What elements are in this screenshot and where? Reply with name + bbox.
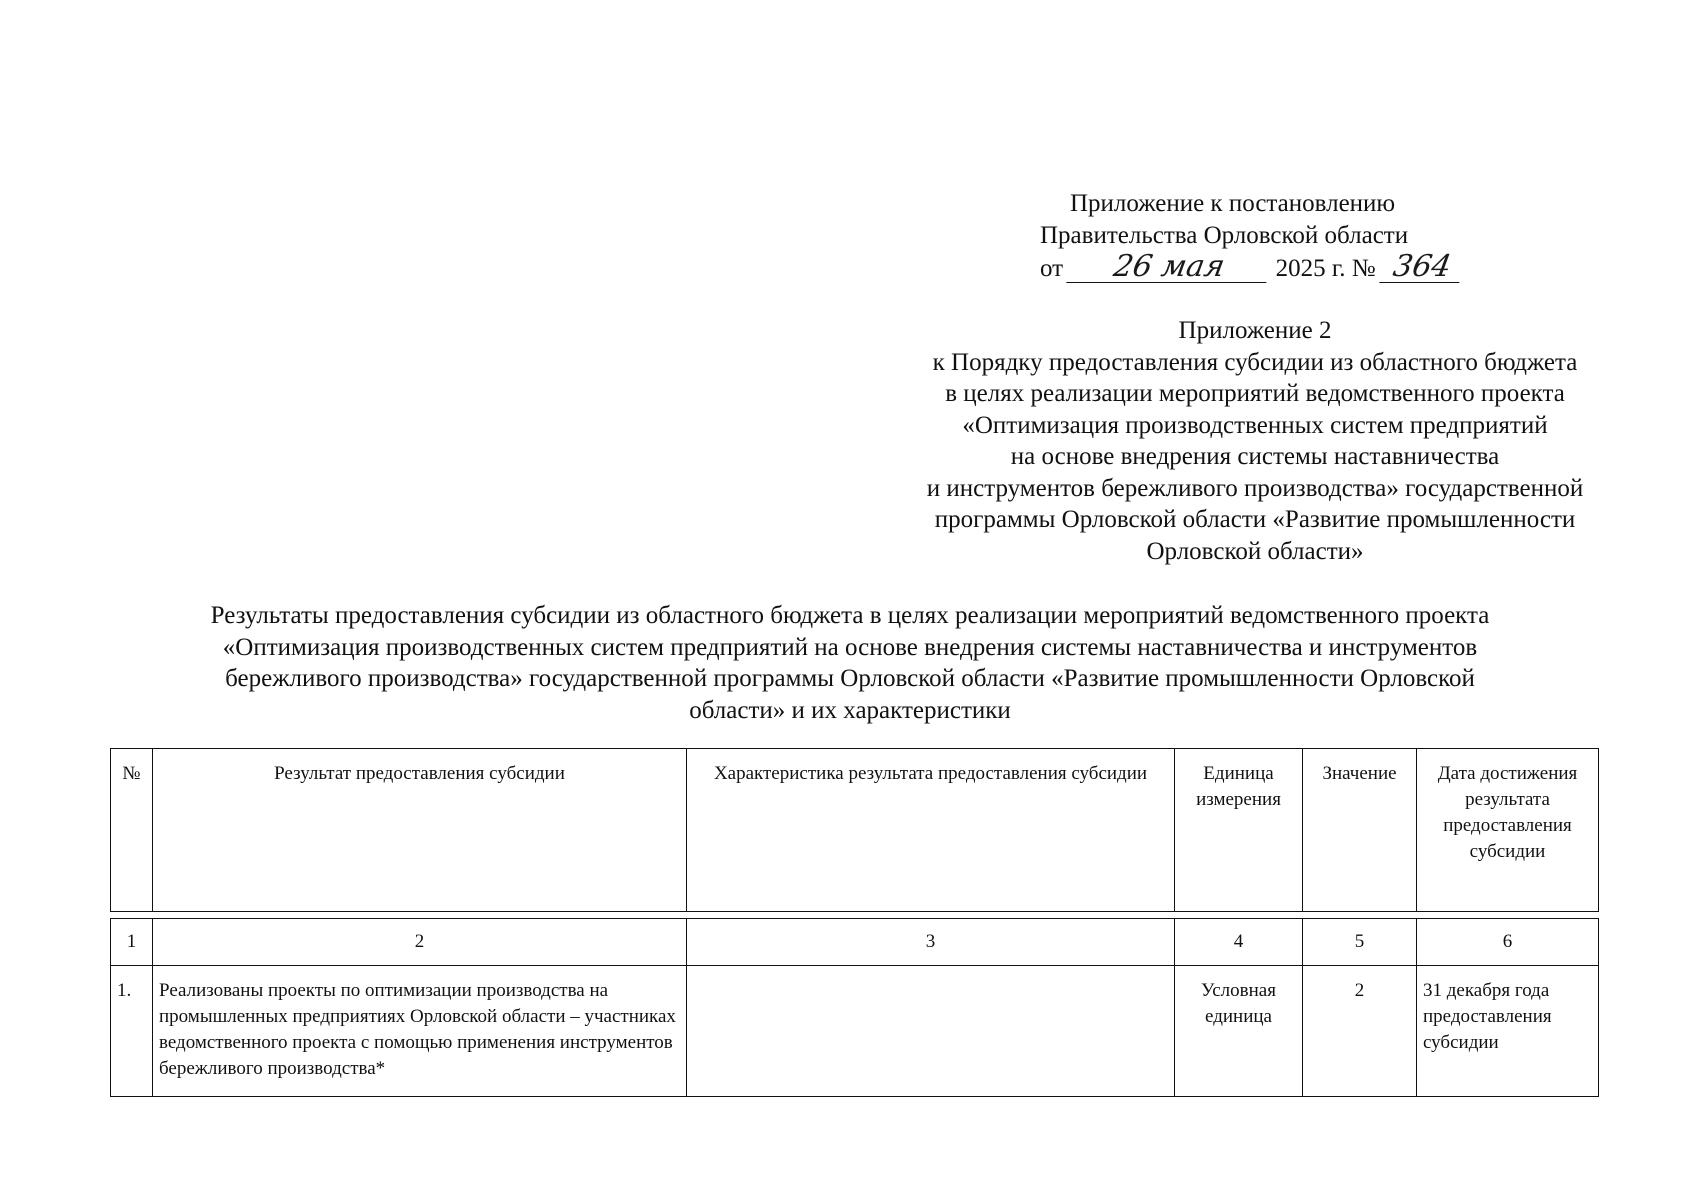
handwritten-number: 364: [1379, 252, 1464, 283]
appendix2-line: Орловской области»: [1146, 537, 1364, 565]
appendix2-line: и инструментов бережливого производства» государственной: [926, 474, 1584, 502]
row-value: 2: [1303, 966, 1417, 1097]
title-line: «Оптимизация производственных систем предприятий на основе внедрения системы наставничества и инструментов: [222, 633, 1478, 661]
appendix2-line: Приложение 2: [1178, 317, 1332, 344]
year-text: 2025 г. №: [1275, 255, 1376, 282]
table-gap-row: [111, 912, 1599, 919]
table-header-row: [111, 749, 1599, 912]
resolution-header: [1040, 188, 1460, 285]
header-cell-unit: Единица измерения: [1175, 749, 1303, 912]
row-characteristic: [687, 966, 1175, 1097]
appendix2-line: на основе внедрения системы наставничества: [1010, 443, 1500, 470]
title-line: области» и их характеристики: [689, 696, 1011, 724]
header-cell-result: Результат предоставления субсидии: [153, 749, 687, 912]
title-line: бережливого производства» государственной программы Орловской области «Развитие промышленности Орловской: [225, 665, 1475, 692]
table-row: [111, 966, 1599, 1097]
row-number: 1.: [111, 966, 153, 1097]
row-date: 31 декабря года предоставления субсидии: [1417, 966, 1599, 1097]
header-line-1: Приложение к постановлению: [1070, 190, 1396, 217]
header-cell-date: Дата достижения результата предоставления субсидии: [1417, 749, 1599, 912]
from-prefix: от: [1040, 255, 1064, 282]
column-number: 4: [1175, 919, 1303, 966]
column-number-row: [111, 919, 1599, 966]
title-line: Результаты предоставления субсидии из областного бюджета в целях реализации мероприятий ведомственного проекта: [210, 602, 1490, 629]
column-number: 6: [1417, 919, 1599, 966]
header-line-3: [1040, 249, 1460, 285]
row-result: Реализованы проекты по оптимизации производства на промышленных предприятиях Орловской области – участниках ведомственного проекта с помощью применения инструментов бережливого производства*: [153, 966, 687, 1097]
column-number: 5: [1303, 919, 1417, 966]
appendix2-line: в целях реализации мероприятий ведомственного проекта: [945, 380, 1565, 407]
header-cell-number: №: [111, 749, 153, 912]
appendix2-header: [870, 315, 1640, 567]
appendix2-line: к Порядку предоставления субсидии из областного бюджета: [932, 348, 1578, 376]
header-cell-characteristic: Характеристика результата предоставления субсидии: [687, 749, 1175, 912]
row-unit: Условная единица: [1175, 966, 1303, 1097]
appendix2-line: программы Орловской области «Развитие промышленности: [934, 506, 1576, 533]
column-number: 2: [153, 919, 687, 966]
handwritten-date: 26 мая: [1067, 252, 1272, 283]
results-table: [110, 748, 1599, 1097]
appendix2-line: «Оптимизация производственных систем предприятий: [962, 411, 1548, 439]
header-cell-value: Значение: [1303, 749, 1417, 912]
column-number: 1: [111, 919, 153, 966]
column-number: 3: [687, 919, 1175, 966]
header-line-2: Правительства Орловской области: [1040, 222, 1409, 249]
document-title: [100, 600, 1600, 726]
